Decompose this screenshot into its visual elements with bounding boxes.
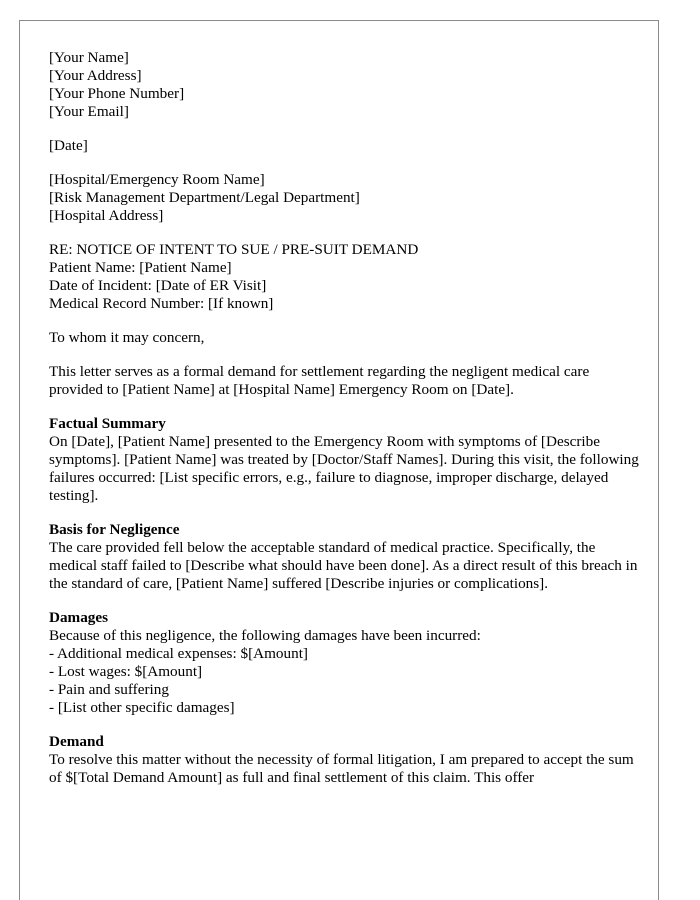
sender-email: [Your Email]: [49, 103, 129, 120]
negligence-title: Basis for Negligence: [49, 521, 180, 538]
damages-section: [49, 609, 639, 717]
salutation: To whom it may concern,: [49, 329, 205, 346]
factual-title: Factual Summary: [49, 415, 166, 432]
re-block: [49, 241, 639, 313]
demand-body: To resolve this matter without the necessity of formal litigation, I am prepared to accept the sum of $[Total Demand Amount] as full and final settlement of this claim. This offer: [49, 751, 634, 786]
factual-body: On [Date], [Patient Name] presented to the Emergency Room with symptoms of [Describe symptoms]. [Patient Name] was treated by [Doctor/Staff Names]. During this visit, the following failures occurred: [List specific errors, e.g., failure to diagnose, improper discharge, delayed testing].: [49, 433, 639, 504]
damages-item: - Lost wages: $[Amount]: [49, 663, 203, 680]
letter-page: [19, 20, 659, 900]
letter-body: [49, 49, 639, 825]
damages-intro: Because of this negligence, the following damages have been incurred:: [49, 627, 481, 644]
damages-item: - Additional medical expenses: $[Amount]: [49, 645, 308, 662]
demand-section: [49, 733, 639, 787]
re-incident: Date of Incident: [Date of ER Visit]: [49, 277, 267, 294]
negligence-section: [49, 521, 639, 593]
negligence-body: The care provided fell below the acceptable standard of medical practice. Specifically, the medical staff failed to [Describe what should have been done]. As a direct result of this breach in the standard of care, [Patient Name] suffered [Describe injuries or complications].: [49, 539, 638, 592]
sender-phone: [Your Phone Number]: [49, 85, 185, 102]
demand-title: Demand: [49, 733, 104, 750]
factual-section: [49, 415, 639, 505]
recipient-address: [Hospital Address]: [49, 207, 164, 224]
re-patient: Patient Name: [Patient Name]: [49, 259, 232, 276]
date-block: [49, 137, 639, 155]
sender-name: [Your Name]: [49, 49, 129, 66]
damages-item: - [List other specific damages]: [49, 699, 235, 716]
letter-date: [Date]: [49, 137, 88, 154]
intro-paragraph: This letter serves as a formal demand for settlement regarding the negligent medical care provided to [Patient Name] at [Hospital Name] Emergency Room on [Date].: [49, 363, 590, 398]
recipient-block: [49, 171, 639, 225]
sender-block: [49, 49, 639, 121]
damages-title: Damages: [49, 609, 109, 626]
recipient-department: [Risk Management Department/Legal Department]: [49, 189, 360, 206]
re-record: Medical Record Number: [If known]: [49, 295, 274, 312]
recipient-hospital: [Hospital/Emergency Room Name]: [49, 171, 265, 188]
re-subject: RE: NOTICE OF INTENT TO SUE / PRE-SUIT DEMAND: [49, 241, 419, 258]
sender-address: [Your Address]: [49, 67, 142, 84]
damages-item: - Pain and suffering: [49, 681, 169, 698]
